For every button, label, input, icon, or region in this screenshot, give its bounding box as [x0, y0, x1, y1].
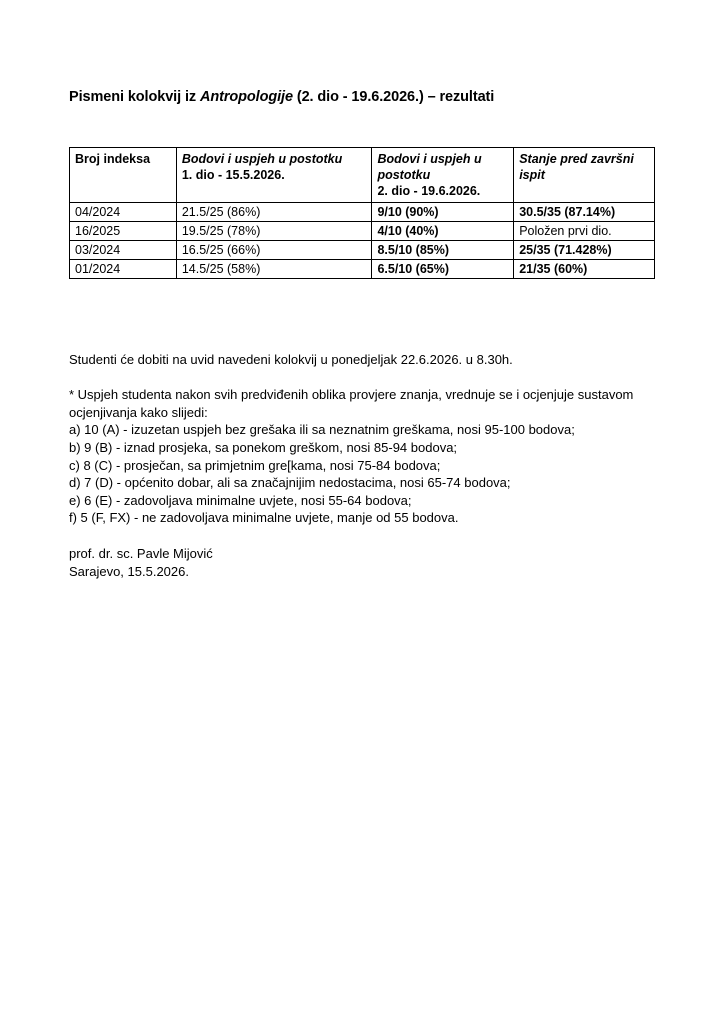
table-header-row [70, 148, 655, 203]
cell-part2: 8.5/10 (85%) [372, 241, 514, 260]
header-part2 [372, 148, 514, 203]
cell-part1: 14.5/25 (58%) [176, 260, 372, 279]
cell-index: 03/2024 [70, 241, 177, 260]
header-part1-label: Bodovi i uspjeh u postotku [181, 152, 343, 166]
signature-block [69, 545, 213, 580]
cell-status: 21/35 (60%) [514, 260, 655, 279]
header-part2-label: Bodovi i uspjeh u postotku [377, 152, 482, 182]
document-title [69, 89, 494, 105]
cell-index: 04/2024 [70, 203, 177, 222]
table-row [70, 222, 655, 241]
title-subject: Antropologije [199, 89, 293, 105]
signature-place-date: Sarajevo, 15.5.2026. [69, 563, 189, 579]
header-part1 [176, 148, 372, 203]
header-part1-date: 1. dio - 15.5.2026. [181, 168, 285, 182]
cell-status: 30.5/35 (87.14%) [514, 203, 655, 222]
grade-item: d) 7 (D) - općenito dobar, ali sa značajnijim nedostacima, nosi 65-74 bodova; [69, 475, 511, 491]
cell-status: 25/35 (71.428%) [514, 241, 655, 260]
grade-item: a) 10 (A) - izuzetan uspjeh bez grešaka ili sa neznatnim greškama, nosi 95-100 bodova; [69, 422, 575, 438]
cell-part1: 19.5/25 (78%) [176, 222, 372, 241]
signature-name: prof. dr. sc. Pavle Mijović [69, 546, 213, 561]
table-row [70, 241, 655, 260]
results-table [69, 147, 655, 279]
cell-part2: 4/10 (40%) [372, 222, 514, 241]
cell-index: 16/2025 [70, 222, 177, 241]
notes-section [69, 351, 659, 527]
cell-part2: 9/10 (90%) [372, 203, 514, 222]
header-part2-date: 2. dio - 19.6.2026. [377, 184, 481, 198]
grade-item: e) 6 (E) - zadovoljava minimalne uvjete, nosi 55-64 bodova; [69, 492, 412, 508]
header-index-label: Broj indeksa [75, 152, 151, 166]
grade-item: c) 8 (C) - prosječan, sa primjetnim gre[kama, nosi 75-84 bodova; [69, 457, 441, 473]
title-suffix: (2. dio - 19.6.2026.) – rezultati [292, 89, 495, 105]
table-row [70, 203, 655, 222]
table-row [70, 260, 655, 279]
header-status-label: Stanje pred završni ispit [519, 152, 634, 182]
cell-part2: 6.5/10 (65%) [372, 260, 514, 279]
header-index [70, 148, 177, 203]
review-note: Studenti će dobiti na uvid navedeni kolokvij u ponedjeljak 22.6.2026. u 8.30h. [69, 352, 513, 367]
cell-part1: 16.5/25 (66%) [176, 241, 372, 260]
cell-index: 01/2024 [70, 260, 177, 279]
title-prefix: Pismeni kolokvij iz [69, 89, 200, 105]
header-status [514, 148, 655, 203]
cell-part1: 21.5/25 (86%) [176, 203, 372, 222]
grading-intro: * Uspjeh studenta nakon svih predviđenih oblika provjere znanja, vrednuje se i ocjenjuje sustavom ocjenjivanja kako slijedi: [69, 387, 634, 420]
grade-item: b) 9 (B) - iznad prosjeka, sa ponekom greškom, nosi 85-94 bodova; [69, 439, 458, 455]
cell-status: Položen prvi dio. [514, 222, 655, 241]
grade-item: f) 5 (F, FX) - ne zadovoljava minimalne uvjete, manje od 55 bodova. [69, 510, 459, 526]
